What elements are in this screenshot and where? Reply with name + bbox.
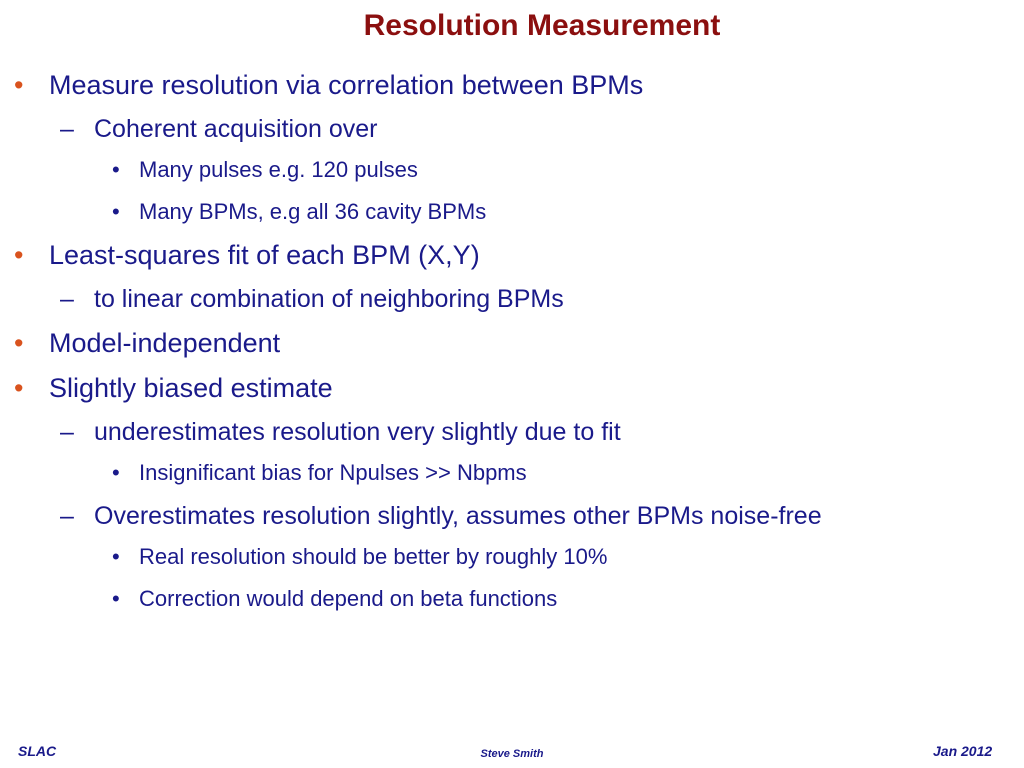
bullet-item xyxy=(0,501,1024,531)
bullet-item xyxy=(0,327,1024,359)
dash-marker: – xyxy=(60,285,74,313)
footer-presenter: Steve Smith xyxy=(480,748,544,760)
dash-marker: – xyxy=(60,418,74,446)
bullet-item xyxy=(0,239,1024,271)
bullet-item xyxy=(0,69,1024,101)
bullet-text: Insignificant bias for Npulses >> Nbpms xyxy=(139,460,527,485)
bullet-text: Measure resolution via correlation between BPMs xyxy=(49,70,644,100)
bullet-item xyxy=(0,156,1024,184)
bullet-text: Many pulses e.g. 120 pulses xyxy=(139,157,418,182)
dash-marker: – xyxy=(60,502,74,530)
bullet-marker: • xyxy=(112,199,120,224)
bullet-marker: • xyxy=(112,157,120,182)
bullet-text: Real resolution should be better by roughly 10% xyxy=(139,544,608,569)
slide-title: Resolution Measurement xyxy=(363,9,721,42)
bullet-item xyxy=(0,114,1024,144)
bullet-text: Model-independent xyxy=(49,328,281,358)
bullet-marker: • xyxy=(112,544,120,569)
bullet-marker: • xyxy=(14,240,24,270)
bullet-text: to linear combination of neighboring BPMs xyxy=(94,285,564,313)
bullet-marker: • xyxy=(14,70,24,100)
bullet-item xyxy=(0,284,1024,314)
bullet-item xyxy=(0,198,1024,226)
bullet-item xyxy=(0,585,1024,613)
bullet-text: underestimates resolution very slightly due to fit xyxy=(94,418,621,446)
bullet-text: Many BPMs, e.g all 36 cavity BPMs xyxy=(139,199,487,224)
bullet-text: Least-squares fit of each BPM (X,Y) xyxy=(49,240,480,270)
bullet-marker: • xyxy=(14,373,24,403)
bullet-marker: • xyxy=(14,328,24,358)
footer-left-label: SLAC xyxy=(18,743,57,759)
bullet-item xyxy=(0,543,1024,571)
bullet-text: Overestimates resolution slightly, assumes other BPMs noise-free xyxy=(94,502,822,530)
bullet-item xyxy=(0,417,1024,447)
bullet-marker: • xyxy=(112,460,120,485)
bullet-item xyxy=(0,372,1024,404)
bullet-text: Slightly biased estimate xyxy=(49,373,333,403)
bullet-text: Correction would depend on beta functions xyxy=(139,586,558,611)
footer-date: Jan 2012 xyxy=(933,743,993,759)
bullet-text: Coherent acquisition over xyxy=(94,115,378,143)
bullet-marker: • xyxy=(112,586,120,611)
bullet-item xyxy=(0,459,1024,487)
dash-marker: – xyxy=(60,115,74,143)
